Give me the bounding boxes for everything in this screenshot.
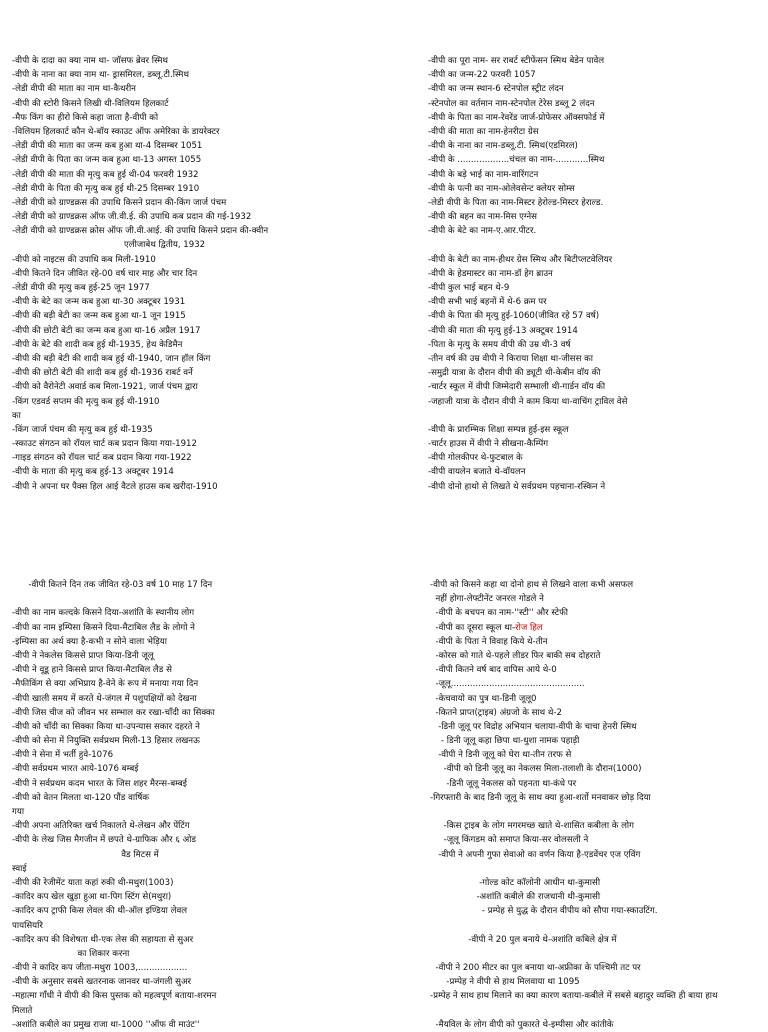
text-line: स्वाई <box>12 863 27 874</box>
text-line: -वीपी कितने वर्ष बाद वापिस आये थे-0 <box>430 665 557 676</box>
text-line: -लेडी वीपी के पिता का जन्म कब हुआ था-13 अगस्त 1055 <box>12 155 202 166</box>
text-line: -कोरस को गाते थे-पहले लीडर फिर बाकी सब दोहराते <box>430 650 601 661</box>
text-line: -लेडी वीपी को ग्राण्डक्रस ऑफ जी.वी.ई. की उपाधि कब प्रदान की गई-1932 <box>12 212 252 223</box>
text-line <box>430 947 766 961</box>
text-line: -वीपी को सेना में नियुक्ति सर्वप्रथम मिली-13 हिसार लखनऊ <box>12 736 200 747</box>
text-line: वैड मिटस में <box>12 849 159 860</box>
quadrant-top-left <box>12 54 372 494</box>
text-line: -वीपी सर्वप्रथम भारत आये-1076 बम्बई <box>12 764 139 775</box>
text-line: -चार्टर स्कूल में वीपी जिम्मेदारी सम्भाली थी-गार्डन वॉय की <box>428 382 606 393</box>
text-line: -किस ट्राइब के लोग मगरमच्छ खाते थे-शासित कबीला के लोग <box>430 821 634 832</box>
text-line: का <box>12 410 21 421</box>
text-line: -पिता के मृत्यु के समय वीपी की उम्र थी-3 वर्ष <box>428 339 571 350</box>
text-line: एलीजाबेथ द्वितीय, 1932 <box>12 240 206 251</box>
text-line: नहीं होगा-लेफ्टीनेंट जनरल गोडले ने <box>430 594 544 605</box>
text-line: -वीपी खाली समय में करते थे-जंगल में पशुपक्षियों को देखना <box>12 693 197 704</box>
text-line: -वीपी को किसने कहा था दोनो हाथ से लिखने वाला कभी असफल <box>430 580 634 590</box>
text-line: -वीपी के माता की मृत्यु कब हुई-13 अक्टूबर 1914 <box>12 467 174 478</box>
text-line: -वीपी के दादा का क्या नाम था- जॉसफ ब्रेवर स्मिथ <box>12 56 168 66</box>
text-line: -वीपी कुल भाई बहन थे-9 <box>428 283 510 293</box>
text-line: -वीपी को डिनी जूलू का नेकलस मिला-तलाशी के दौरान(1000) <box>430 764 642 775</box>
text-line: -वीपी गोलकीपर थे-फुटबाल के <box>428 453 523 464</box>
text-line: -स्काउट संगठन को रॉयल चार्ट कब प्रदान किया गया-1912 <box>12 439 197 450</box>
text-line: -कादिर कप की विशेषता थी-एक लेस की सहायता से सुअर <box>12 934 194 945</box>
text-line: -वीपी ने वूडू हाने किससे प्राप्त किया-मैटाबिल लैड से <box>12 665 172 676</box>
text-line: -जूलू................................................. <box>430 679 585 690</box>
text-line: -वीपी ने सेना में भर्ती हुवे-1076 <box>12 750 114 761</box>
text-line <box>430 805 766 819</box>
text-line: -चार्टर हाउस में वीपी ने सीखना-कैम्पिंग <box>428 439 549 450</box>
text-line: -डिनी जूलू पर विद्रोह अभियान चलाया-वीपी के चाचा हेनरी स्मिथ <box>430 721 637 732</box>
text-line: -महात्मा गाँधी ने वीपी की किस पुस्तक को महत्वपूर्ण बताया-शरमन <box>12 991 217 1002</box>
text-line: -लेडी वीपी की मृत्यु कब हुई-25 जून 1977 <box>12 283 150 293</box>
text-line: मिलाते <box>12 1005 33 1016</box>
text-line: -वीपी के लेख जिस मैगजीन में छपते थे-ग्राफिक और ६ ओड <box>12 835 196 846</box>
text-line: -प्रम्पेह ने वीपी से हाथ मिलवाया था 1095 <box>430 977 580 988</box>
text-line: -समुद्री यात्रा के दौरान वीपी की ड्यूटी थी-केबीन वॉय की <box>428 368 601 379</box>
text-line: -डिनी जूलू नेकलस को पहनता था-कंधे पर <box>430 778 577 789</box>
text-line: -लेडी वीपी की माता की मृत्यु कब हुई थी-04 फरवरी 1932 <box>12 169 199 180</box>
text-line: -वीपी के पिता की मृत्यु हुई-1060(जीवित रहे 57 वर्ष) <box>428 311 600 322</box>
text-line: -अशांति कबीले की राजधानी थी-कुमासी <box>430 892 601 903</box>
line-prefix: -वीपी का दूसरा स्कूल था- <box>430 622 516 633</box>
text-line <box>430 862 766 876</box>
text-line: -वीपी दोनो हाथो से लिखते थे सर्वप्रथम पहचाना-रस्किन ने <box>428 481 606 492</box>
text-line: -वीपी के बेटे की शादी कब हुई थी-1935, हेथ केडिमैन <box>12 339 183 350</box>
text-line: -मैफ किंग का हीरो किसे कहा जाता है-वीपी को <box>12 112 159 123</box>
text-line: -गाइड संगठन को रॉयल चार्ट कब प्रदान किया गया-1922 <box>12 453 192 464</box>
text-line: -लेडी वीपी के पिता का नाम-मिस्टर हेरोल्ड-मिस्टर हेराल्ड. <box>428 197 604 208</box>
text-line: -लेडी वीपी को ग्राण्डक्रस की उपाधि किसने प्रदान की-किंग जार्ज पंचम <box>12 197 227 208</box>
text-line: -किंग एडवर्ड सप्तम की मृत्यु कब हुई थी-1910 <box>12 396 160 407</box>
text-line: -वीपी ने अपनी गुफा सेवाओ का वर्णन किया है-एडवेंचर एज एविंग <box>430 849 641 860</box>
text-line: -कादिर कप खेल खुड़ा हुआ था-पिग स्टिंग से(मथुरा) <box>12 892 172 903</box>
text-line: - प्रम्पेह से युद्ध के दौरान वीपीय को सौपा गया-स्काउटिंग. <box>430 906 658 917</box>
text-line: -लेडी वीपी को ग्राण्डक्रस क्रोस ऑफ जी.वी.आई. की उपाधि किसने प्रदान की-क्वीन <box>12 226 269 237</box>
text-line: -वीपी ने डिनी जूलू को घेरा था-तीन तरफ से <box>430 750 572 761</box>
text-line: -प्रम्पेह ने साथ हाथ मिलाने का क्या कारण बताया-कबीले में सबसे बहादुर व्यक्ति ही बाया हाथ <box>430 991 718 1002</box>
text-line: -वीपी का नाम इम्पिसा किसने दिया-मैटाबिल लैड के लोगो ने <box>12 622 195 633</box>
text-line: -वीपी सभी भाई बहनों में थे-6 क्रम पर <box>428 297 547 308</box>
text-line: -जहाजी यात्रा के दौरान वीपी ने काम किया था-वाचिंग ट्राविल वेसे <box>428 396 628 407</box>
text-line: -वीपी के बेटी का नाम-हीथर ग्रेस स्मिथ और बिटीप्लटवेलियर <box>428 254 613 265</box>
text-line: -वीपी के पिता का नाम-रेवरेंड जार्ज-प्रोफेसर ऑक्सफोर्ड में <box>428 112 605 123</box>
text-line: -केचवायो का पुत्र था-डिनी जूलू0 <box>430 693 537 704</box>
text-line: -लेडी वीपी की माता का नाम था-कैथरीन <box>12 84 136 95</box>
text-line: -वीपी की रेजीमेंट याता कहां रुकी थी-मथुरा(1003) <box>12 877 174 888</box>
text-line: -वीपी की छोटी बेटी का जन्म कब हुआ था-16 अप्रैल 1917 <box>12 325 201 336</box>
text-line: -वीपी के बड़े भाई का नाम-वारिंगटन <box>428 169 539 180</box>
text-line: -वीपी ने 20 पुल बनाये थे-अशांति कबिले क्षेत्र में <box>430 934 617 945</box>
text-line: -गिरफ्तारी के बाद डिनी जूलू के साथ क्या हुआ-शर्तो मनवाकर छोड़ दिया <box>430 792 651 803</box>
text-line <box>12 592 372 606</box>
text-line: -वीपी जिस चीज को जीवन भर सम्भाल कर रखा-चाँदी का सिक्का <box>12 707 215 718</box>
text-line: -अशांति कबीले का प्रमुख राजा था-1000 ''ऑफ वी माउंट'' <box>12 1019 200 1030</box>
text-line <box>428 409 764 423</box>
text-line <box>430 621 766 635</box>
text-line: -वीपी ने अपना घर पैक्स हिल आई वैटले हाउस कब खरीदा-1910 <box>12 481 218 492</box>
text-line: -वीपी को वैरोनेटी अवार्ड कब मिला-1921, जार्ज पंचम द्वारा <box>12 382 198 393</box>
text-line: -वीपी के बेटे का जन्म कब हुआ था-30 अक्टूबर 1931 <box>12 297 186 308</box>
text-line: -वीपी के ...................चंचल का नाम-............स्मिथ <box>428 155 605 166</box>
text-line: -मैयविल के लोग वीपी को पुकारते थे-इम्पीसा और कांतीके <box>430 1019 614 1030</box>
text-line: -वीपी ने सर्वप्रथम कदम भारत के जिस शहर मैरन्स-बम्बई <box>12 778 188 789</box>
text-line: -किंग जार्ज पंचम की मृत्यु कब हुई थी-1935 <box>12 424 153 435</box>
text-line: -वीपी के हेडमास्टर का नाम-डॉ हेग ब्राउन <box>428 268 553 279</box>
text-line: -इम्पिसा का अर्थ क्या है-कभी न सोने वाला भेड़िया <box>12 636 167 647</box>
text-line: -वीपी कितने दिन जीवित रहे-00 वर्ष चार माह और चार दिन <box>12 268 198 279</box>
text-line: -वीपी का जन्म-22 फरवरी 1057 <box>428 70 536 81</box>
text-line <box>428 238 764 252</box>
text-line: गया <box>12 807 25 817</box>
highlighted-school-name: रोज हिल <box>515 622 543 633</box>
text-line: -गोल्ड कोट कॉलोनी आधीन था-कुमासी <box>430 877 601 888</box>
quadrant-bottom-right <box>430 578 766 1032</box>
text-line: - डिनी जूलू कहा छिपा था-धुशा नामक पहाड़ी <box>430 736 580 747</box>
text-line: -वीपी कितने दिन तक जीवित रहे-03 वर्ष 10 माह 17 दिन <box>12 580 213 590</box>
text-line: -वीपी की बहन का नाम-मिस एग्नेस <box>428 212 537 223</box>
text-line: -वीपी के बेटे का नाम-ए.आर.पीटर. <box>428 226 537 237</box>
text-line: -वीपी के नाना का क्या नाम था- ड्रासमिरल, डब्लू.टी.स्मिथ <box>12 70 189 81</box>
text-line: का शिकार करना <box>12 948 130 959</box>
text-line: -कितने प्राप्त(ट्राइब) अंग्रजो के साथ थे-2 <box>430 707 562 718</box>
text-line <box>430 919 766 933</box>
text-line: -वीपी के पिता ने विवाह किये थे-तीन <box>430 636 548 647</box>
text-line: -वीपी की माता का नाम-हेनरीटा ग्रेस <box>428 126 539 137</box>
text-line: -लेडी वीपी की माता का जन्म कब हुआ था-4 दिसम्बर 1051 <box>12 141 203 152</box>
text-line: -वीपी अपना अतिरिक्त खर्च निकालते थे-लेखन और पेंटिंग <box>12 821 190 832</box>
text-line: -वीपी की छोटी बेटी की शादी कब हुई थी-1936 राबर्ट वर्ने <box>12 368 193 379</box>
text-line: -वीपी का जन्म स्थान-6 स्टेनपोल स्ट्रीट लंदन <box>428 84 564 95</box>
text-line: -तीन वर्ष की उम्र वीपी ने किराया शिक्षा था-जीसस का <box>428 353 593 364</box>
text-line: -वीपी ने नेकलेस किससे प्राप्त किया-डिनी जूलू <box>12 650 154 661</box>
text-line: -वीपी की माता की मृत्यु हुई-13 अक्टूबर 1914 <box>428 325 578 336</box>
text-line: -वीपी ने 200 मीटर का पुल बनाया था-अफ्रीका के पश्चिमी तट पर <box>430 963 641 974</box>
text-line: -स्टेनपोल का वर्तमान नाम-स्टेनपोल टेरेस डब्लू 2 लंदन <box>428 98 595 109</box>
text-line: -लेडी वीपी के पिता की मृत्यु कब हुई थी-25 दिसम्बर 1910 <box>12 183 200 194</box>
text-line: -वीपी वायलेन बजाते थे-वॉयलन <box>428 467 526 478</box>
text-line: -विलियम हिलकार्ट कौन थे-बॉय स्काउट ऑफ अमेरिका के डायरेक्टर <box>12 126 220 137</box>
text-line: -वीपी को नाइटस की उपाधि कब मिली-1910 <box>12 254 156 265</box>
text-line: -वीपी के प्रारम्भिक शिक्षा सम्पन्न हुई-इस स्कूल <box>428 424 569 435</box>
text-line: -वीपी के बचपन का नाम-''स्टी'' और स्टेफी <box>430 608 568 619</box>
text-line: -वीपी ने कादिर कप जीता-मथुरा 1003,.................. <box>12 963 188 974</box>
text-line: -वीपी की बड़ी बेटी की शादी कब हुई थी-1940, जान हॉल किंग <box>12 353 211 364</box>
text-line: -वीपी के नाना का नाम-डब्लू.टी. स्मिथ(एडमिरल) <box>428 141 578 152</box>
text-line: -वीपी की स्टोरी किसने लिखी थी-विलियम हिलकार्ट <box>12 98 169 109</box>
text-line: -वीपी के अनुसार सबसे खतरनाक जानवर था-जंगली सुअर <box>12 977 192 988</box>
text-line: -वीपी का नाम कल्दके किसने दिया-अशांति के स्थानीय लोग <box>12 608 195 619</box>
text-line: -कादिर कप ट्राफी किस लेवल की थी-ऑल इण्डिया लेवल <box>12 906 188 917</box>
text-line: -वीपी को चाँदी का सिक्का किया था-उपन्यास सकार दहरते ने <box>12 721 200 732</box>
text-line: -मैफीकिंग से क्या अभिप्राय है-वेने के रूप में मनाया गया दिन <box>12 679 199 690</box>
quadrant-bottom-left <box>12 578 372 1032</box>
text-line: -वीपी का पूरा नाम- सर राबर्ट स्टीफेंसन स्मिथ बेडेन पावेल <box>428 56 605 66</box>
text-line: -वीपी को वेतन मिलता था-120 पौंड वार्षिक <box>12 792 149 803</box>
quadrant-top-right <box>428 54 764 494</box>
text-line <box>430 1004 766 1018</box>
text-line: -वीपी की बड़ी बेटी का जन्म कब हुआ था-1 जून 1915 <box>12 311 186 322</box>
text-line: -जूलू किंगडम को समाप्त किया-सर वोलसली ने <box>430 835 589 846</box>
text-line: पायसियरि <box>12 920 43 931</box>
text-line: -वीपी के पत्नी का नाम-ओलेवसेन्ट क्लेयर सोम्स <box>428 183 575 194</box>
